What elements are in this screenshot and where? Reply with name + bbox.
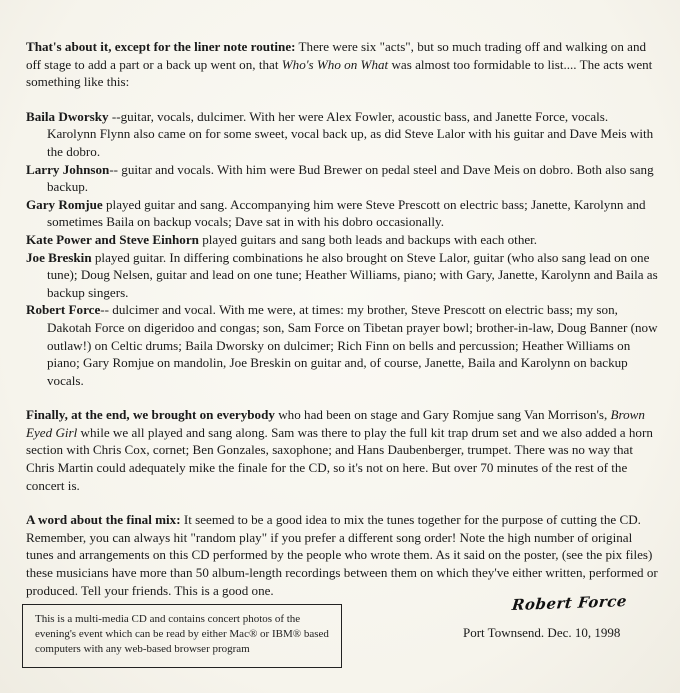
intro-paragraph	[26, 38, 658, 91]
intro-text-end: was almost too formidable to list.... The acts went something like this:	[26, 56, 653, 90]
finale-text: who had been on stage and Gary Romjue sang Van Morrison's,	[274, 407, 611, 423]
act-name: Joe Breskin	[26, 249, 92, 265]
act-name: Baila Dworsky	[26, 108, 109, 124]
act-text: --guitar, vocals, dulcimer. With her were Alex Fowler, acoustic bass, and Janette Force, vocals. Karolynn Flynn also came on for some sweet, vocal back up, as did Steve Lalor with his guitar and Dave Meis with the dobro.	[47, 108, 654, 159]
act-robert-force	[26, 301, 658, 389]
final-mix-lead: A word about the final mix:	[26, 512, 181, 528]
act-name: Gary Romjue	[26, 196, 103, 212]
act-name: Larry Johnson	[26, 161, 110, 177]
act-text: played guitars and sang both leads and backups with each other.	[198, 231, 538, 247]
act-larry-johnson	[26, 161, 658, 196]
act-gary-romjue	[26, 196, 658, 231]
intro-title: Who's Who on What	[281, 56, 389, 72]
act-text: -- dulcimer and vocal. With me were, at times: my brother, Steve Prescott on electric bass; my son, Dakotah Force on digeridoo and congas; son, Sam Force on Tibetan prayer bowl; brother-in-law, Doug Banner (now outlaw!) on Celtic drums; Baila Dworsky on dulcimer; Rich Finn on bells and percussion; Heather Williams on piano; Gary Romjue on mandolin, Joe Breskin on guitar and, of course, Janette, Baila and Karolynn on backup vocals.	[47, 302, 658, 388]
final-mix-text: It seemed to be a good idea to mix the tunes together for the purpose of cutting the CD. Remember, you can always hit "random play" if you prefer a different song order! Note the high number of original tunes and arrangements on this CD performed by the people who wrote them. As it said on the poster, (see the pix files) these musicians have more than 50 album-length recordings between them on which they've either written, performed or produced. Tell your friends. This is a good one.	[26, 512, 658, 598]
act-name-joiner: and	[91, 231, 120, 247]
finale-lead: Finally, at the end, we brought on everybody	[26, 407, 275, 423]
intro-text: There were six "acts", but so much trading off and walking on and off stage to add a part or a back up went on, that	[26, 39, 647, 72]
signature: Robert Force	[511, 591, 628, 615]
act-text: -- guitar and vocals. With him were Bud Brewer on pedal steel and Dave Meis on dobro. Both also sang backup.	[47, 161, 654, 195]
finale-song-title: Brown Eyed Girl	[26, 407, 645, 440]
finale-text-end: while we all played and sang along. Sam was there to play the full kit trap drum set and we also added a horn section with Chris Cox, cornet; Ben Gonzales, saxophone; and Hans Daubenberger, trumpet. There was no way that Chris Martin could adequately mike the finale for the CD, so it's not on here. But over 70 minutes of the rest of the concert is.	[26, 424, 653, 493]
final-mix-paragraph	[26, 511, 658, 599]
act-text: played guitar and sang. Accompanying him were Steve Prescott on electric bass; Janette, Karolynn and sometimes Baila on backup vocals; Dave sat in with his dobro occasionally.	[47, 196, 646, 230]
act-baila-dworsky	[26, 108, 658, 161]
act-text: played guitar. In differing combinations he also brought on Steve Lalor, guitar (who also sang lead on one tune); Doug Nelsen, guitar and lead on one tune; Heather Williams, piano; with Gary, Janette, Karolynn and Baila as backup singers.	[47, 249, 658, 300]
act-name-second: Steve Einhorn	[119, 231, 199, 247]
dateline: Port Townsend. Dec. 10, 1998	[463, 625, 621, 640]
act-joe-breskin	[26, 249, 658, 302]
act-name: Kate Power	[26, 231, 92, 247]
finale-paragraph	[26, 406, 658, 494]
multimedia-note-box: This is a multi-media CD and contains concert photos of the evening's event which can be read by either Mac® or IBM® based computers with any web-based browser program	[22, 604, 342, 668]
act-kate-power-steve-einhorn	[26, 231, 658, 249]
liner-notes-body	[26, 38, 658, 599]
acts-list	[26, 108, 658, 390]
intro-lead: That's about it, except for the liner note routine:	[26, 39, 296, 54]
act-name: Robert Force	[26, 302, 101, 318]
